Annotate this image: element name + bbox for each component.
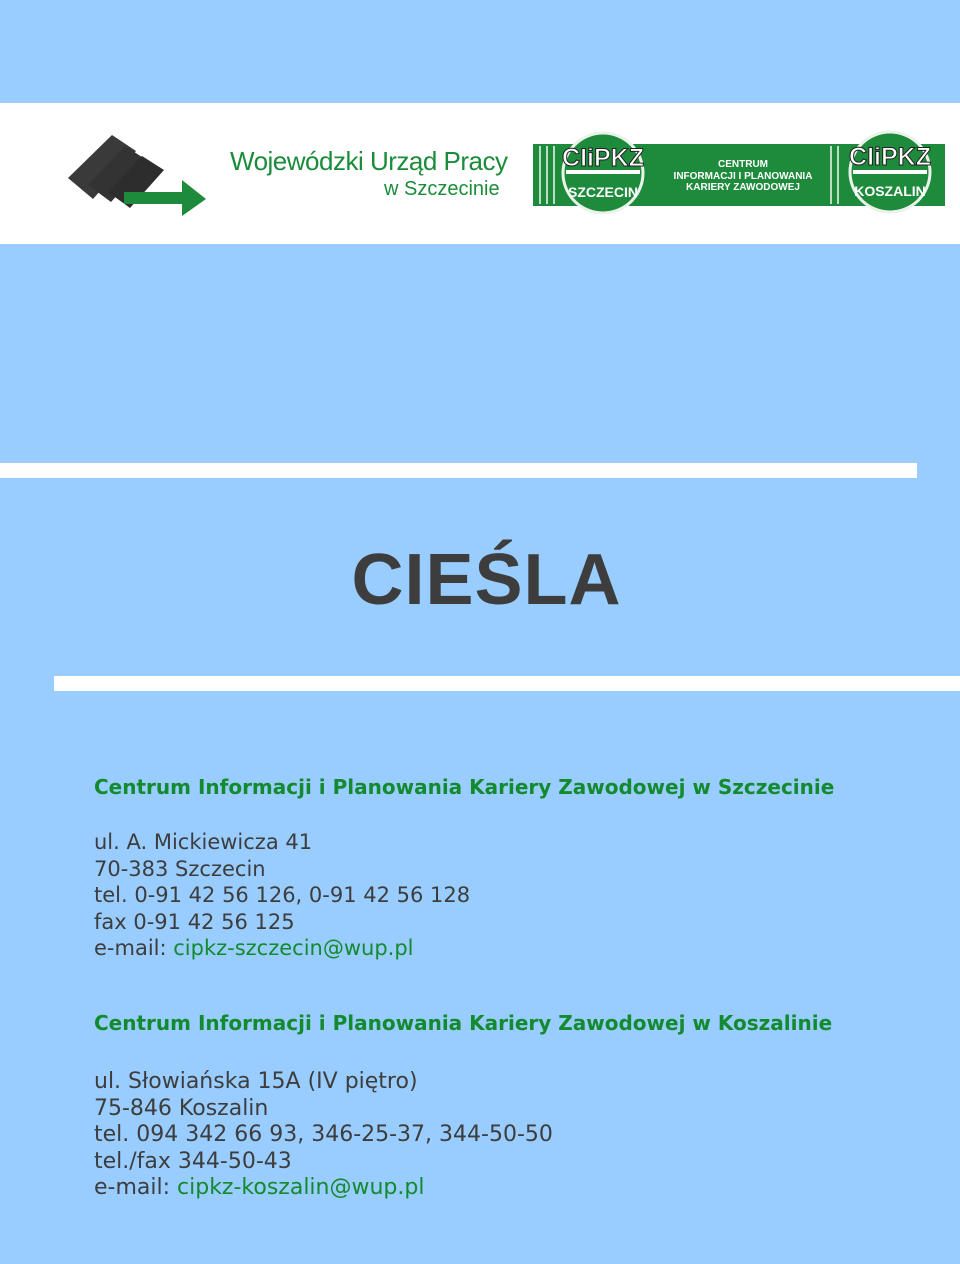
street-address: ul. A. Mickiewicza 41	[94, 830, 313, 854]
postal-city: 70-383 Szczecin	[94, 856, 266, 881]
document-title: CIEŚLA	[351, 540, 622, 620]
divider-top	[0, 463, 917, 478]
cip-szczecin-badge-icon	[562, 133, 644, 213]
cip-center-line-2: INFORMACJI I PLANOWANIA	[673, 171, 813, 182]
phone-numbers: tel. 0-91 42 56 126, 0-91 42 56 128	[94, 883, 471, 908]
office-heading: Centrum Informacji i Planowania Kariery Zawodowej w Szczecinie	[94, 775, 835, 799]
fax-number: tel./fax 344-50-43	[94, 1148, 292, 1174]
street-address: ul. Słowiańska 15A (IV piętro)	[94, 1069, 418, 1094]
office-heading: Centrum Informacji i Planowania Kariery Zawodowej w Koszalinie	[94, 1011, 833, 1035]
cip-center-line-1: CENTRUM	[718, 159, 768, 170]
email-label: e-mail:	[94, 936, 174, 961]
office-address	[94, 829, 834, 962]
divider-bottom	[54, 676, 960, 691]
cip-szczecin-city: SZCZECIN	[568, 184, 638, 200]
cip-koszalin-city: KOSZALIN	[854, 183, 926, 199]
phone-numbers: tel. 094 342 66 93, 346-25-37, 344-50-50	[94, 1122, 553, 1148]
email-label: e-mail:	[94, 1175, 178, 1201]
cip-koszalin-name: CIiPKZ	[849, 143, 931, 171]
cip-banner	[533, 130, 945, 214]
cip-szczecin-name: CIiPKZ	[562, 144, 644, 172]
wup-logo-icon	[66, 128, 211, 218]
email-line	[94, 1175, 832, 1202]
cip-koszalin-badge-icon	[849, 132, 931, 212]
email-line	[94, 935, 834, 962]
fax-number: fax 0-91 42 56 125	[94, 909, 295, 934]
office-address	[94, 1069, 832, 1202]
postal-city: 75-846 Koszalin	[94, 1095, 269, 1121]
office-koszalin	[94, 1011, 832, 1202]
email-link[interactable]: cipkz-koszalin@wup.pl	[177, 1175, 425, 1201]
org-name: Wojewódzki Urząd Pracy	[230, 146, 508, 176]
cip-center-line-3: KARIERY ZAWODOWEJ	[686, 182, 800, 193]
org-city: w Szczecinie	[384, 178, 500, 200]
office-szczecin	[94, 775, 834, 962]
email-link[interactable]: cipkz-szczecin@wup.pl	[173, 936, 414, 961]
